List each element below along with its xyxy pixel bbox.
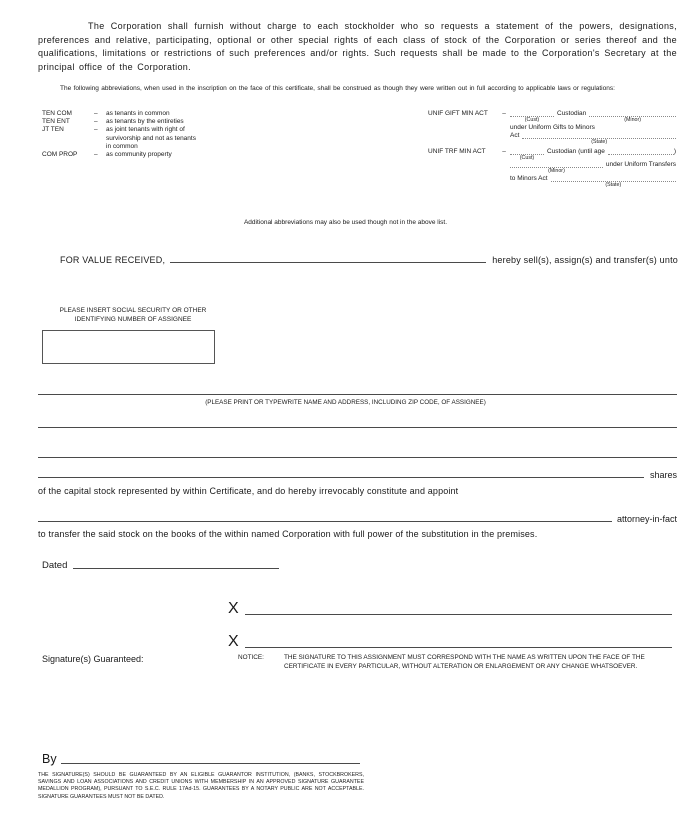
abbr-meaning-line: in common xyxy=(106,142,138,150)
abbr-row-ten-ent xyxy=(42,118,242,126)
abbr-row-ten-com xyxy=(42,110,242,118)
ssn-instruction-line2: IDENTIFYING NUMBER OF ASSIGNEE xyxy=(74,315,192,323)
minor-transfers-row xyxy=(510,161,676,175)
cust-sublabel: (Cust) xyxy=(519,154,535,161)
ssn-input-box[interactable] xyxy=(42,330,215,364)
abbr-dash: – xyxy=(502,110,506,117)
assignee-name-line[interactable] xyxy=(38,394,677,395)
minor-dotted-blank xyxy=(510,161,603,168)
signature-blank-1[interactable] xyxy=(245,614,672,615)
attorney-in-fact-word: attorney-in-fact xyxy=(616,514,677,524)
assignor-name-blank[interactable] xyxy=(170,262,486,263)
signature-line-2 xyxy=(228,631,672,651)
abbr-dash: – xyxy=(502,147,506,155)
abbr-code: TEN ENT xyxy=(42,118,70,126)
cust-dotted-blank xyxy=(510,110,554,117)
signature-line-1 xyxy=(228,598,672,618)
abbr-dash: – xyxy=(94,126,98,134)
assignee-address-line-2[interactable] xyxy=(38,457,677,458)
abbr-dash: – xyxy=(94,110,98,117)
attorney-row xyxy=(38,512,677,524)
abbreviation-legend xyxy=(42,110,242,159)
state-dotted-blank xyxy=(551,175,676,182)
abbreviations-intro-paragraph: The following abbreviations, when used in the inscription on the face of this certificate, shall be construed as though they were written out in full according to applicable laws or regulations: xyxy=(60,85,615,92)
assignee-print-caption: (PLEASE PRINT OR TYPEWRITE NAME AND ADDRESS, INCLUDING ZIP CODE, OF ASSIGNEE) xyxy=(205,399,486,406)
abbr-meaning-line: as joint tenants with right of xyxy=(106,126,185,134)
guarantor-fine-print: THE SIGNATURE(S) SHOULD BE GUARANTEED BY AN ELIGIBLE GUARANTOR INSTITUTION, (BANKS, STOCKBROKERS, SAVINGS AND LOAN ASSOCIATIONS AND CREDIT UNIONS WITH MEMBERSHIP IN AN APPROVED SIGNATURE GUARANTEE MEDALLION PROGRAM), PURSUANT TO S.E.C. RULE 17Ad-15. GUARANTEES BY A NOTARY PUBLIC ARE NOT ACCEPTABLE. SIGNATURE GUARANTEES MUST NOT BE DATED. xyxy=(38,772,364,800)
attorney-name-blank[interactable] xyxy=(38,521,612,522)
hereby-sell-assign-label: hereby sell(s), assign(s) and transfer(s) unto xyxy=(492,255,678,265)
minor-sublabel: (Minor) xyxy=(624,117,642,123)
signature-blank-2[interactable] xyxy=(245,647,672,648)
minor-blank-col xyxy=(589,110,676,124)
abbr-row-jt-ten xyxy=(42,126,242,151)
unif-trf-label: UNIF TRF MIN ACT xyxy=(428,147,486,155)
to-minors-act-row xyxy=(510,175,676,189)
dated-row xyxy=(42,558,292,571)
assignee-address-line-1[interactable] xyxy=(38,427,677,428)
unif-gift-min-act-entry xyxy=(428,110,676,146)
abbr-meaning: as tenants by the entireties xyxy=(106,118,184,126)
signature-guaranteed-label: Signature(s) Guaranteed: xyxy=(42,654,144,664)
guarantor-by-blank[interactable] xyxy=(61,763,360,764)
state-sublabel: (State) xyxy=(591,139,608,145)
under-uniform-gifts-line: under Uniform Gifts to Minors xyxy=(510,123,595,131)
to-minors-act-word: to Minors Act xyxy=(510,174,548,182)
minor-blank-col xyxy=(510,161,603,175)
custodian-until-word: Custodian (until age xyxy=(547,147,605,155)
minor-sublabel: (Minor) xyxy=(548,168,565,174)
unif-trf-content xyxy=(510,148,676,189)
unif-gift-content xyxy=(510,110,676,146)
dated-label: Dated xyxy=(42,560,68,571)
abbr-code: TEN COM xyxy=(42,110,72,117)
state-sublabel: (State) xyxy=(605,181,622,188)
cust-blank-col xyxy=(510,148,544,162)
cust-dotted-blank xyxy=(510,148,544,155)
ssn-instruction-label xyxy=(40,307,226,324)
abbr-code: COM PROP xyxy=(42,151,78,159)
cust-sublabel: (Cust) xyxy=(524,117,540,123)
unif-trf-min-act-entry xyxy=(428,148,676,189)
abbr-meaning: as community property xyxy=(106,151,172,159)
notice-text: THE SIGNATURE TO THIS ASSIGNMENT MUST CORRESPOND WITH THE NAME AS WRITTEN UPON THE FACE OF THE CERTIFICATE IN EVERY PARTICULAR, WITHOUT ALTERATION OR ENLARGEMENT OR ANY CHANGE WHATSOEVER. xyxy=(284,654,645,670)
additional-abbreviations-note: Additional abbreviations may also be used though not in the above list. xyxy=(243,219,448,226)
capital-stock-line: of the capital stock represented by within Certificate, and do hereby irrevocably constitute and appoint xyxy=(38,486,459,496)
transfer-stock-line: to transfer the said stock on the books of the within named Corporation with full power of the substitution in the premises. xyxy=(38,529,538,539)
cust-blank-col xyxy=(510,110,554,124)
for-value-received-row xyxy=(60,255,678,265)
shares-row xyxy=(38,468,677,480)
by-row xyxy=(42,751,360,766)
minor-dotted-blank xyxy=(589,110,676,117)
shares-amount-blank[interactable] xyxy=(38,477,644,478)
unif-gift-label: UNIF GIFT MIN ACT xyxy=(428,110,488,117)
for-value-received-label: FOR VALUE RECEIVED, xyxy=(60,255,166,265)
custodian-until-row xyxy=(510,148,676,162)
abbr-meaning-line: survivorship and not as tenants xyxy=(106,134,196,142)
furnish-statement-paragraph: The Corporation shall furnish without charge to each stockholder who so requests a statement of the powers, designations, preferences and relative, participating, optional or other special rights of each class of stock of the Corporation or series thereof and the qualifications, limitations or restrictions of such preferences and/or rights. Such requests shall be made to the Corporation's Secretary at the principal office of the Corporation. xyxy=(38,21,677,72)
x-mark: X xyxy=(228,633,239,650)
x-mark: X xyxy=(228,600,239,617)
ssn-instruction-line1: PLEASE INSERT SOCIAL SECURITY OR OTHER xyxy=(59,307,207,314)
under-uniform-transfers-word: under Uniform Transfers xyxy=(605,161,676,168)
custodian-word: Custodian xyxy=(557,110,587,117)
unif-acts-legend xyxy=(428,110,676,188)
act-word: Act xyxy=(510,132,520,139)
notice-block xyxy=(238,654,650,671)
abbr-meaning xyxy=(106,126,242,151)
dated-blank[interactable] xyxy=(73,568,279,569)
state-blank-col xyxy=(522,132,676,146)
abbr-code: JT TEN xyxy=(42,126,64,134)
age-dotted-blank xyxy=(608,148,674,155)
age-blank-col xyxy=(608,148,674,155)
abbr-row-com-prop xyxy=(42,151,242,159)
abbr-meaning: as tenants in common xyxy=(106,110,170,117)
notice-label: NOTICE: xyxy=(238,654,264,661)
shares-word: shares xyxy=(649,470,677,480)
by-label: By xyxy=(42,752,57,766)
custodian-row xyxy=(510,110,676,124)
act-state-row xyxy=(510,132,676,146)
abbr-dash: – xyxy=(94,151,98,159)
close-paren: ) xyxy=(673,147,676,155)
state-dotted-blank xyxy=(522,132,676,139)
state-blank-col xyxy=(551,175,676,189)
abbr-dash: – xyxy=(94,118,98,126)
